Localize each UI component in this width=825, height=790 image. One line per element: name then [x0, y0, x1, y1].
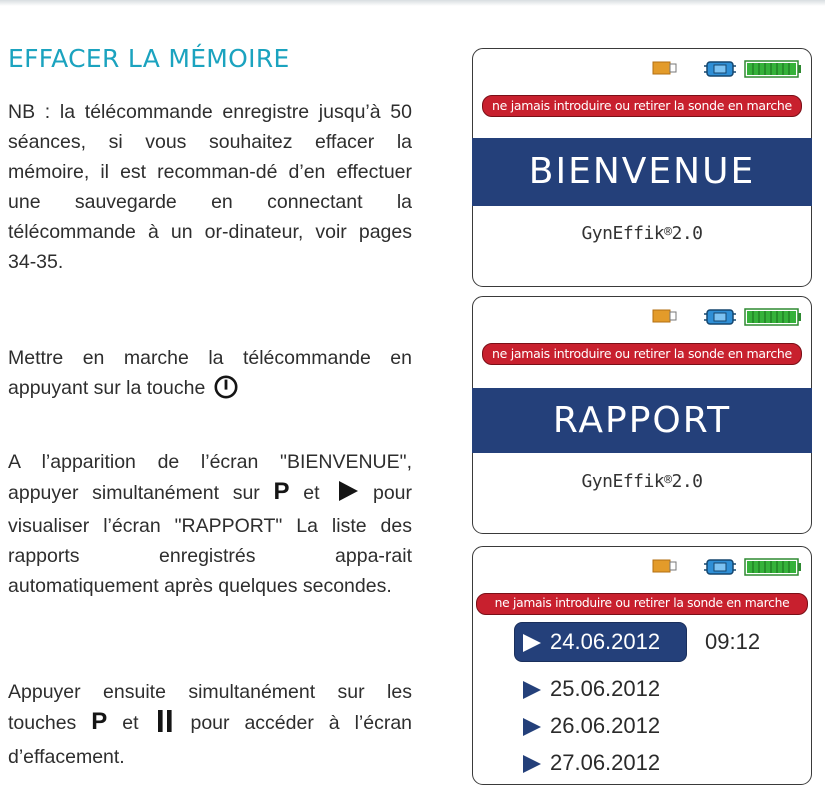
step-report-text-b: pour visualiser l’écran "RAPPORT" La liste des rapports enregistrés appa-rait automatiquement après quelques secondes.: [8, 482, 412, 597]
report-date: 25.06.2012: [550, 676, 661, 701]
report-time: 09:12: [705, 629, 761, 654]
play-triangle-icon: [522, 717, 542, 737]
status-icons: [622, 307, 802, 327]
memory-note: NB : la télécommande enregistre jusqu’à 50 séances, si vous souhaitez effacer la mémoire, il est recomman-dé d’en effectuer une sauvegarde en connectant la télécommande à un or-dinateur, voir pages 34-35.: [8, 101, 412, 273]
usb-plug-icon: [652, 557, 678, 575]
registered-mark: ®: [664, 225, 672, 240]
probe-warning: ne jamais introduire ou retirer la sonde en marche: [482, 343, 802, 365]
step-erase-text-b: pour accéder à l’écran d’effacement.: [8, 712, 413, 768]
step-power-on: [8, 343, 412, 408]
pause-bars-icon: [157, 709, 173, 742]
probe-chip-icon: [704, 307, 736, 327]
probe-warning: ne jamais introduire ou retirer la sonde en marche: [482, 95, 802, 117]
section-heading: EFFACER LA MÉMOIRE: [8, 44, 290, 73]
play-triangle-icon: [522, 633, 542, 653]
play-triangle-icon: [522, 680, 542, 700]
step-erase-screen: [8, 677, 412, 772]
et-word-2: et: [122, 712, 139, 734]
report-date: 27.06.2012: [550, 750, 661, 775]
play-triangle-icon: [522, 754, 542, 774]
usb-plug-icon: [652, 59, 678, 77]
report-screen: [472, 296, 812, 534]
step-report-screen: [8, 447, 412, 601]
welcome-screen: [472, 48, 812, 287]
registered-mark: ®: [664, 473, 672, 488]
top-rule: [0, 0, 825, 6]
model-name: GynEffik®2.0: [581, 471, 703, 492]
step-erase-text-a: Appuyer ensuite simultanément sur les touches: [8, 681, 412, 734]
report-date: 26.06.2012: [550, 713, 661, 738]
model-name: GynEffik®2.0: [581, 223, 703, 244]
status-icons: [622, 59, 802, 79]
step-report-text-a: A l’apparition de l’écran "BIENVENUE", appuyer simultanément sur: [8, 451, 412, 504]
report-list-screen: [472, 546, 812, 785]
screen-title: BIENVENUE: [472, 138, 812, 206]
screen-title: RAPPORT: [472, 388, 812, 453]
play-triangle-icon: [337, 480, 359, 511]
status-icons: [622, 557, 802, 577]
p-key-label-2: P: [91, 708, 108, 735]
battery-icon: [744, 59, 802, 79]
probe-warning: ne jamais introduire ou retirer la sonde en marche: [476, 593, 808, 615]
et-word: et: [303, 482, 320, 504]
report-date: 24.06.2012: [550, 629, 661, 654]
battery-icon: [744, 307, 802, 327]
battery-icon: [744, 557, 802, 577]
p-key-label: P: [273, 478, 290, 505]
probe-chip-icon: [704, 59, 736, 79]
probe-chip-icon: [704, 557, 736, 577]
step-power-on-text: Mettre en marche la télécommande en appuyant sur la touche: [8, 347, 412, 399]
power-icon: [214, 375, 238, 408]
usb-plug-icon: [652, 307, 678, 325]
